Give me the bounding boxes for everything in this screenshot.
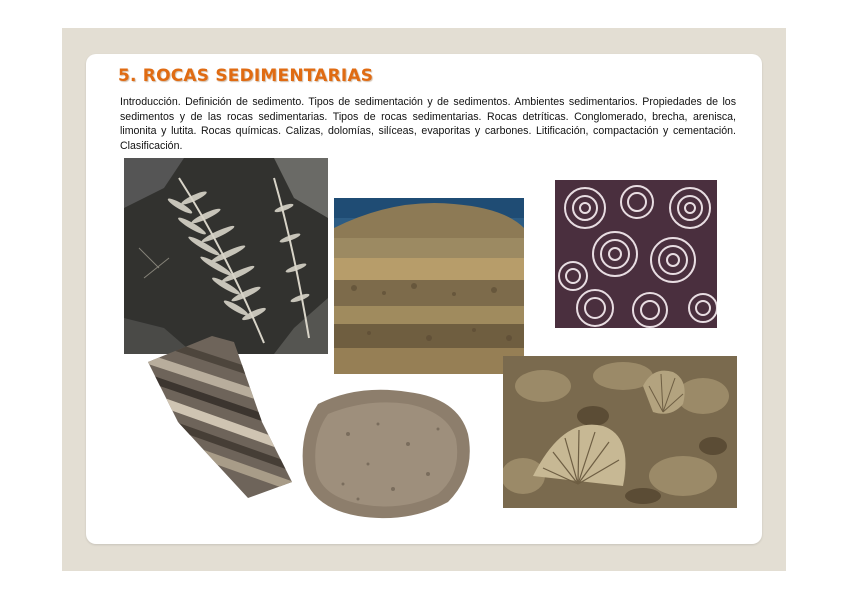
shell-fossils-image <box>503 356 737 508</box>
sediment-layers-image <box>334 198 524 374</box>
banded-rock-image <box>142 332 294 500</box>
porous-stone-image <box>298 384 474 524</box>
oolite-image <box>555 180 717 328</box>
slide-title: 5. ROCAS SEDIMENTARIAS <box>118 66 374 86</box>
slide-description: Introducción. Definición de sedimento. Tipos de sedimentación y de sedimentos. Ambientes sedimentarios. Propiedades de los sedimentos y de las rocas sedimentarias. Tipos de rocas sedimentarias. Rocas detríticas. Conglomerado, brecha, arenisca, limonita y lutita. Rocas químicas. Calizas, dolomías, silíceas, evaporitas y carbones. Litificación, compactación y cementación. Clasificación. <box>120 96 736 152</box>
fern-fossil-image <box>124 158 328 354</box>
